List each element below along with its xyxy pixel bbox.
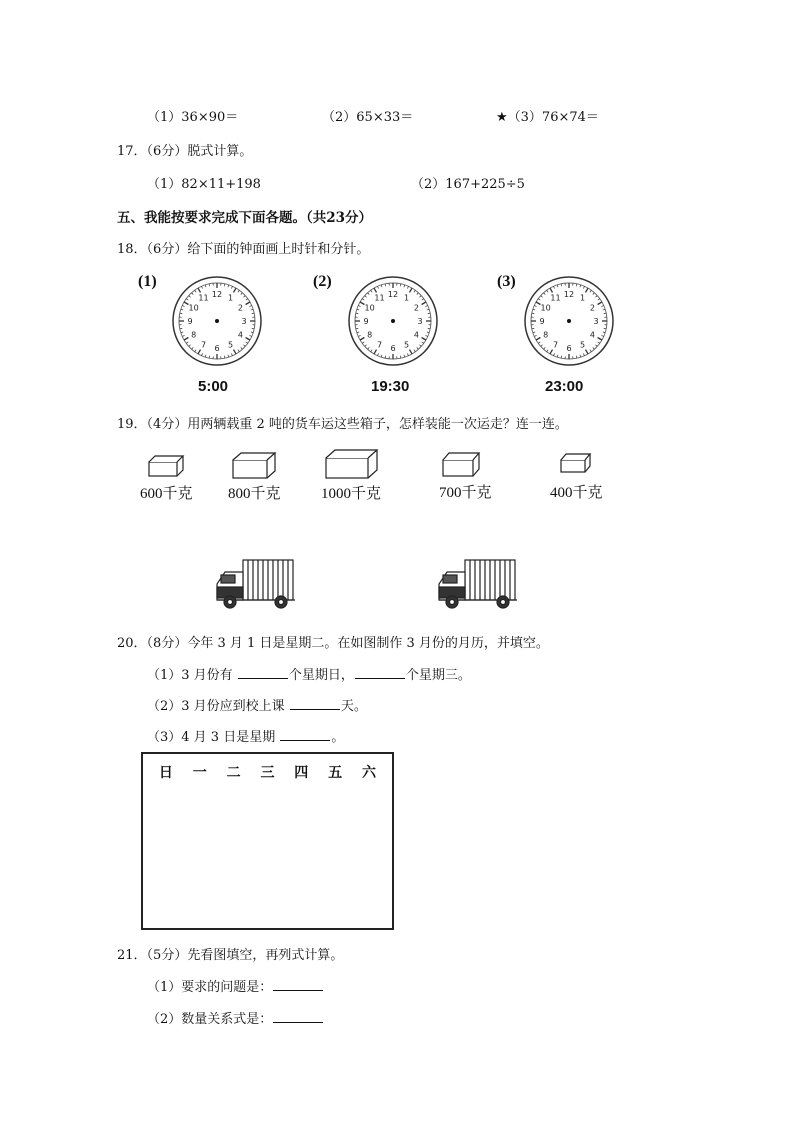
clock-number-4: 4 (237, 330, 243, 340)
weekday-wed: 三 (260, 765, 275, 781)
section-heading: 五、我能按要求完成下面各题。（共23分） (117, 210, 373, 226)
box-label-400: 400千克 (550, 485, 603, 501)
q20-sub3-text-a: （3）4 月 3 日是星期 (147, 730, 276, 745)
clock-time-1: 5:00 (198, 378, 229, 395)
clock-figure (135, 267, 615, 399)
boxes-and-trucks (135, 448, 615, 616)
clock-number-10: 10 (540, 303, 551, 313)
answer-blank-3[interactable] (290, 698, 340, 710)
clock-time-3: 23:00 (545, 378, 584, 395)
clock-number-6: 6 (566, 344, 572, 353)
box-1000-icon (326, 450, 377, 478)
box-label-800: 800千克 (228, 486, 281, 502)
clock-face-3[interactable] (525, 277, 613, 365)
clock-number-8: 8 (191, 330, 197, 340)
clock-center-dot (567, 319, 571, 323)
q20-sub1 (147, 664, 471, 683)
q20-sub3-text-b: 。 (331, 730, 345, 745)
weekday-thu: 四 (294, 765, 309, 781)
clock-number-12: 12 (563, 290, 575, 299)
box-label-1000: 1000千克 (321, 486, 382, 502)
clock-number-9: 9 (363, 317, 369, 326)
truck-2-icon (439, 560, 517, 608)
clock-number-2: 2 (237, 303, 243, 313)
q16-item-3-text: （3）76×74＝ (507, 110, 599, 125)
clock-number-4: 4 (413, 330, 419, 340)
q16-item-1: （1）36×90＝ (147, 110, 239, 125)
clock-number-2: 2 (589, 303, 595, 313)
clock-number-2: 2 (413, 303, 419, 313)
answer-blank-1[interactable] (238, 667, 288, 679)
q20-sub1-text-c: 个星期三。 (405, 668, 471, 683)
clock-number-1: 1 (579, 293, 586, 303)
q21-sub1 (147, 976, 324, 995)
q16-item-2: （2）65×33＝ (322, 110, 414, 125)
q20-sub1-text-a: （1）3 月份有 (147, 668, 233, 683)
weekday-sat: 六 (361, 765, 376, 781)
clock-number-5: 5 (403, 340, 410, 350)
q16-item-3 (496, 106, 599, 125)
weekday-mon: 一 (192, 765, 207, 781)
answer-blank-4[interactable] (280, 729, 330, 741)
clock-number-3: 3 (593, 317, 599, 326)
clock-number-11: 11 (374, 293, 385, 303)
clock-number-4: 4 (589, 330, 595, 340)
q20-sub2 (147, 695, 367, 714)
q21-sub1-text: （1）要求的问题是： (147, 980, 273, 995)
clock-number-1: 1 (227, 293, 234, 303)
q20-sub1-text-b: 个星期日， (288, 668, 354, 683)
clock-face-2[interactable] (349, 277, 437, 365)
box-400-icon (561, 454, 590, 472)
clock-number-12: 12 (211, 290, 223, 299)
q17-title: 17．（6分）脱式计算。 (117, 144, 253, 159)
q17-item-2: （2）167+225÷5 (411, 177, 525, 192)
clock-face-1[interactable] (173, 277, 261, 365)
clock-label-2: (2) (313, 273, 332, 290)
answer-blank-6[interactable] (273, 1011, 323, 1023)
q21-sub2 (147, 1008, 324, 1027)
clock-number-6: 6 (214, 344, 220, 353)
box-600-icon (149, 456, 183, 476)
clock-label-3: (3) (497, 273, 516, 290)
clock-number-3: 3 (417, 317, 423, 326)
q20-sub3 (147, 726, 344, 745)
q17-item-1: （1）82×11+198 (147, 177, 261, 192)
clock-label-1: (1) (138, 273, 157, 290)
weekday-fri: 五 (328, 765, 343, 781)
calendar-weekday-header (143, 762, 392, 782)
clock-number-5: 5 (579, 340, 586, 350)
truck-1-icon (217, 560, 295, 608)
clock-number-1: 1 (403, 293, 410, 303)
q18-title: 18．（6分）给下面的钟面画上时针和分针。 (117, 242, 370, 257)
answer-blank-2[interactable] (355, 667, 405, 679)
box-label-700: 700千克 (439, 485, 492, 501)
weekday-tue: 二 (226, 765, 241, 781)
clock-number-10: 10 (364, 303, 375, 313)
box-700-icon (443, 453, 479, 476)
q19-title: 19．（4分）用两辆载重 2 吨的货车运这些箱子，怎样装能一次运走？连一连。 (117, 417, 568, 432)
clock-number-7: 7 (376, 340, 383, 350)
clock-number-7: 7 (552, 340, 559, 350)
q21-sub2-text: （2）数量关系式是： (147, 1012, 273, 1027)
clock-number-8: 8 (543, 330, 549, 340)
box-800-icon (233, 453, 275, 478)
clock-number-11: 11 (198, 293, 209, 303)
clock-number-3: 3 (241, 317, 247, 326)
calendar-box (141, 752, 394, 930)
clock-number-10: 10 (188, 303, 199, 313)
clock-time-2: 19:30 (371, 378, 410, 395)
box-label-600: 600千克 (140, 486, 193, 502)
clock-number-9: 9 (187, 317, 193, 326)
clock-number-6: 6 (390, 344, 396, 353)
q20-sub2-text-b: 天。 (340, 699, 367, 714)
clock-number-9: 9 (539, 317, 545, 326)
clock-number-11: 11 (550, 293, 561, 303)
clock-number-7: 7 (200, 340, 207, 350)
weekday-sun: 日 (158, 765, 173, 781)
answer-blank-5[interactable] (273, 979, 323, 991)
star-icon: ★ (496, 110, 508, 125)
clock-number-5: 5 (227, 340, 234, 350)
clock-number-12: 12 (387, 290, 399, 299)
clock-center-dot (215, 319, 219, 323)
boxes-figure (135, 448, 615, 616)
q21-title: 21．（5分）先看图填空，再列式计算。 (117, 948, 344, 963)
clock-number-8: 8 (367, 330, 373, 340)
q20-title: 20．（8分）今年 3 月 1 日是星期二。在如图制作 3 月份的月历，并填空。 (117, 636, 549, 651)
q20-sub2-text-a: （2）3 月份应到校上课 (147, 699, 285, 714)
clock-center-dot (391, 319, 395, 323)
